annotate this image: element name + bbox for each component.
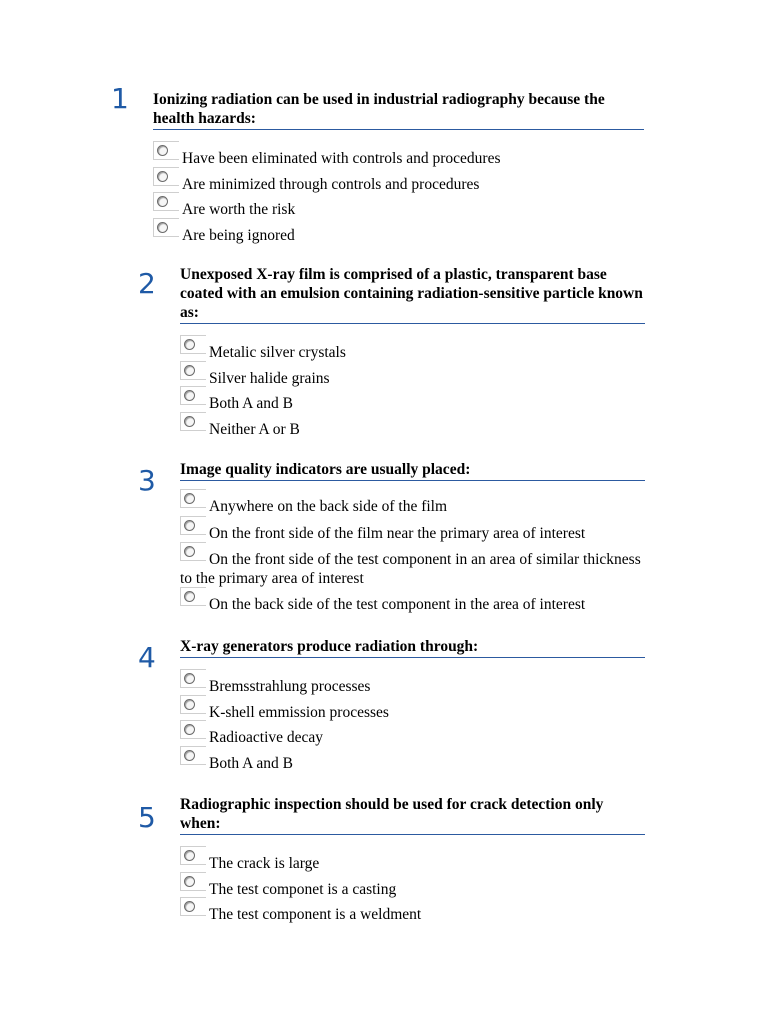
- answer-option[interactable]: [180, 497, 645, 516]
- radio-button[interactable]: [180, 516, 206, 535]
- answer-option[interactable]: [153, 149, 644, 168]
- radio-button[interactable]: [180, 669, 206, 688]
- radio-button[interactable]: [180, 846, 206, 865]
- option-label: The crack is large: [209, 855, 320, 872]
- radio-button[interactable]: [180, 489, 206, 508]
- radio-button[interactable]: [180, 412, 206, 431]
- radio-button[interactable]: [180, 386, 206, 405]
- radio-button[interactable]: [180, 746, 206, 765]
- question-5: [138, 795, 645, 931]
- answer-option[interactable]: [180, 677, 645, 696]
- answer-option[interactable]: [180, 854, 645, 873]
- question-number: 1: [111, 82, 129, 115]
- answer-option[interactable]: [180, 905, 645, 924]
- answer-option[interactable]: [153, 200, 644, 219]
- question-3: [138, 460, 645, 620]
- question-number: 5: [138, 801, 156, 834]
- answer-option[interactable]: [180, 550, 645, 588]
- answer-option[interactable]: [180, 703, 645, 722]
- question-1: [111, 82, 644, 251]
- question-2: [138, 265, 645, 445]
- radio-button[interactable]: [180, 361, 206, 380]
- radio-button[interactable]: [180, 335, 206, 354]
- option-label: On the front side of the film near the primary area of interest: [209, 525, 586, 542]
- answer-option[interactable]: [153, 226, 644, 245]
- question-text: Unexposed X-ray film is comprised of a plastic, transparent base coated with an emulsion containing radiation-sensitive particle known as:: [180, 265, 645, 324]
- option-label: Radioactive decay: [209, 729, 324, 746]
- question-number: 4: [138, 641, 156, 674]
- option-label: Metalic silver crystals: [209, 344, 346, 361]
- radio-button[interactable]: [180, 872, 206, 891]
- question-4: [138, 637, 645, 779]
- answer-option[interactable]: [180, 595, 645, 614]
- radio-button[interactable]: [153, 218, 179, 237]
- question-number: 3: [138, 464, 156, 497]
- answer-option[interactable]: [180, 754, 645, 773]
- option-label: K-shell emmission processes: [209, 703, 389, 721]
- option-label: Anywhere on the back side of the film: [209, 498, 448, 515]
- question-text: X-ray generators produce radiation through:: [180, 637, 645, 658]
- radio-button[interactable]: [153, 192, 179, 211]
- radio-button[interactable]: [153, 141, 179, 160]
- answer-option[interactable]: [180, 369, 645, 388]
- question-number: 2: [138, 267, 156, 300]
- radio-button[interactable]: [180, 897, 206, 916]
- answer-option[interactable]: [153, 175, 644, 194]
- answer-option[interactable]: [180, 420, 645, 439]
- option-label: Bremsstrahlung processes: [209, 678, 371, 695]
- option-label: Both A and B: [209, 754, 293, 772]
- option-label: Neither A or B: [209, 420, 300, 438]
- radio-button[interactable]: [153, 167, 179, 186]
- option-label: Both A and B: [209, 395, 293, 412]
- answer-option[interactable]: [180, 880, 645, 899]
- question-text: Radiographic inspection should be used for crack detection only when:: [180, 795, 645, 835]
- radio-button[interactable]: [180, 720, 206, 739]
- option-label: Have been eliminated with controls and procedures: [182, 150, 501, 167]
- answer-option[interactable]: [180, 343, 645, 362]
- radio-button[interactable]: [180, 542, 206, 561]
- answer-option[interactable]: [180, 524, 645, 543]
- answer-option[interactable]: [180, 394, 645, 413]
- answer-option[interactable]: [180, 728, 645, 747]
- question-text: Ionizing radiation can be used in industrial radiography because the health hazards:: [153, 90, 644, 130]
- radio-button[interactable]: [180, 695, 206, 714]
- option-label: On the back side of the test component in the area of interest: [209, 595, 586, 613]
- option-label: Are worth the risk: [182, 201, 296, 218]
- option-label: The test component is a weldment: [209, 906, 422, 923]
- option-label: On the front side of the test component in an area of similar thickness to the primary area of interest: [180, 550, 641, 587]
- option-label: The test componet is a casting: [209, 880, 397, 898]
- radio-button[interactable]: [180, 587, 206, 606]
- option-label: Are being ignored: [182, 226, 295, 244]
- option-label: Silver halide grains: [209, 369, 330, 387]
- option-label: Are minimized through controls and procedures: [182, 175, 480, 193]
- question-text: Image quality indicators are usually placed:: [180, 460, 645, 481]
